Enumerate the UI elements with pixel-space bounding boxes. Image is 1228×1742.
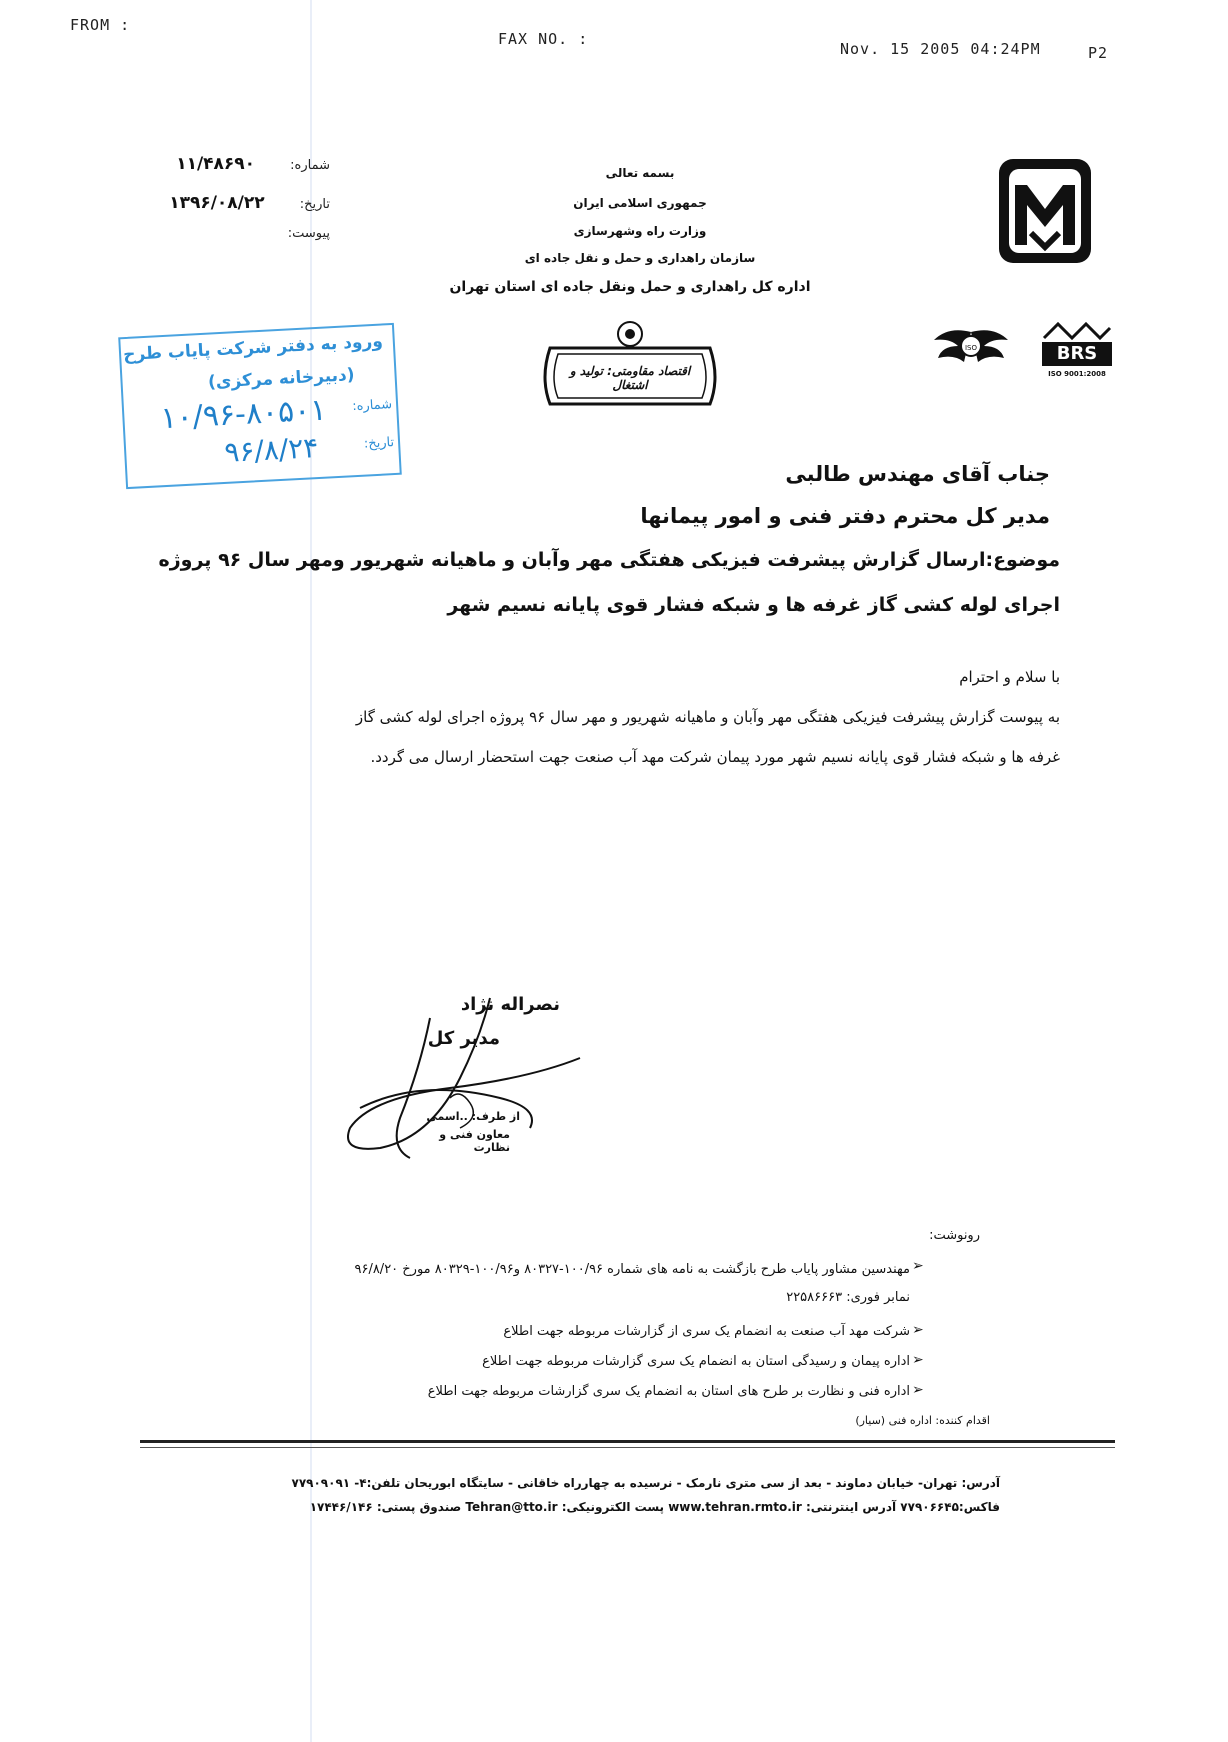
fax-page: P2 xyxy=(1088,44,1109,62)
brs-text: BRS xyxy=(1056,343,1098,364)
cc-action: اقدام کننده: اداره فنی (سیار) xyxy=(855,1414,990,1427)
cc-item4: اداره فنی و نظارت بر طرح های استان به انضمام یک سری گزارشات مربوطه جهت اطلاع xyxy=(427,1384,910,1399)
subject-line2: اجرای لوله کشی گاز غرفه ها و شبکه فشار قوی پایانه نسیم شهر xyxy=(447,594,1060,616)
slogan-text: اقتصاد مقاومتی: تولید و اشتغال xyxy=(569,364,691,392)
fax-from: FROM : xyxy=(70,16,131,34)
iso-text: ISO 9001:2008 xyxy=(1048,370,1106,378)
slogan-emblem xyxy=(510,318,750,410)
addressee-name: جناب آقای مهندس طالبی xyxy=(785,462,1050,486)
reference-date-value: ۱۳۹۶/۰۸/۲۲ xyxy=(169,193,265,213)
cc-label: رونوشت: xyxy=(929,1228,980,1243)
reference-number-value: ۱۱/۴۸۶۹۰ xyxy=(176,154,256,174)
brs-iso-logo xyxy=(1038,318,1116,386)
signature-deputy: معاون فنی و نظارت xyxy=(439,1128,510,1154)
cc-item3: اداره پیمان و رسیدگی استان به انضمام یک سری گزارشات مربوطه جهت اطلاع xyxy=(482,1354,910,1369)
check-arrow-icon: ➢ xyxy=(912,1382,924,1398)
footer-address: آدرس: تهران- خیابان دماوند - بعد از سی متری نارمک - نرسیده به چهارراه خاقانی - سایتگاه ابوریحان تلفن:۴- ۷۷۹۰۹۰۹۱ xyxy=(291,1476,1000,1490)
stamp-line1: ورود به دفتر شرکت پایاب طرح xyxy=(122,331,384,366)
signatory-name: نصراله نژاد xyxy=(460,994,560,1015)
reference-number xyxy=(150,154,330,174)
footer-rule-thin xyxy=(140,1447,1115,1448)
letterhead-line2: جمهوری اسلامی ایران xyxy=(573,196,707,210)
wings-emblem-icon xyxy=(928,322,1014,378)
cc-item1-line1: مهندسین مشاور پایاب طرح بازگشت به نامه های شماره ۱۰۰/۹۶-۸۰۳۲۷ و۱۰۰/۹۶-۸۰۳۲۹ مورخ ۹۶/۸/۲۰ xyxy=(354,1262,910,1277)
fax-datetime: Nov. 15 2005 04:24PM xyxy=(840,40,1041,58)
letterhead-line4: سازمان راهداری و حمل و نقل جاده ای xyxy=(524,251,756,265)
stamp-date-label: تاریخ: xyxy=(363,435,395,452)
reference-date-label: تاریخ: xyxy=(299,197,330,212)
stamp-number-label: شماره: xyxy=(351,397,393,415)
body-line2: غرفه ها و شبکه فشار قوی پایانه نسیم شهر مورد پیمان شرکت مهد آب صنعت جهت استحضار ارسال می گردد. xyxy=(370,748,1060,766)
check-arrow-icon: ➢ xyxy=(912,1258,924,1274)
greeting: با سلام و احترام xyxy=(959,668,1060,686)
letterhead-line5: اداره کل راهداری و حمل ونقل جاده ای استان تهران xyxy=(449,279,811,295)
cc-item1-line2: نمابر فوری: ۲۲۵۸۶۶۶۳ xyxy=(786,1290,910,1305)
addressee-title: مدیر کل محترم دفتر فنی و امور پیمانها xyxy=(640,504,1050,528)
fax-number: FAX NO. : xyxy=(498,30,589,48)
svg-text:ISO: ISO xyxy=(964,344,978,352)
signature-on-behalf: از طرف: ..اسمی xyxy=(426,1110,520,1123)
reference-date xyxy=(130,193,330,213)
reference-number-label: شماره: xyxy=(290,158,330,173)
check-arrow-icon: ➢ xyxy=(912,1352,924,1368)
rmto-logo-icon xyxy=(995,155,1095,267)
body-line1: به پیوست گزارش پیشرفت فیزیکی هفتگی مهر وآبان و ماهیانه شهریور و مهر سال ۹۶ پروژه اجرای لوله کشی گاز xyxy=(355,708,1060,726)
footer-contacts: فاکس:۷۷۹۰۶۶۴۵ آدرس اینترنتی: www.tehran.rmto.ir پست الکترونیکی: Tehran@tto.ir صندوق پستی: ۱۷۴۴۶/۱۴۶ xyxy=(309,1500,1000,1514)
reference-attachment-label: پیوست: xyxy=(287,226,330,241)
subject-line1: موضوع:ارسال گزارش پیشرفت فیزیکی هفتگی مهر وآبان و ماهیانه شهریور ومهر سال ۹۶ پروژه xyxy=(158,549,1060,571)
letterhead-line3: وزارت راه وشهرسازی xyxy=(573,224,707,238)
footer-rule-thick xyxy=(140,1440,1115,1443)
cc-item2: شرکت مهد آب صنعت به انضمام یک سری از گزارشات مربوطه جهت اطلاع xyxy=(503,1324,910,1339)
letterhead-line1: بسمه تعالی xyxy=(605,166,675,180)
check-arrow-icon: ➢ xyxy=(912,1322,924,1338)
stamp-line2: (دبیرخانه مرکزی) xyxy=(207,365,356,393)
stamp-number-value: ۱۰/۹۶-۸۰۵۰۱ xyxy=(159,392,328,437)
stamp-date-value: ۹۶/۸/۲۴ xyxy=(223,431,320,469)
signatory-title: مدیر کل xyxy=(427,1028,500,1049)
